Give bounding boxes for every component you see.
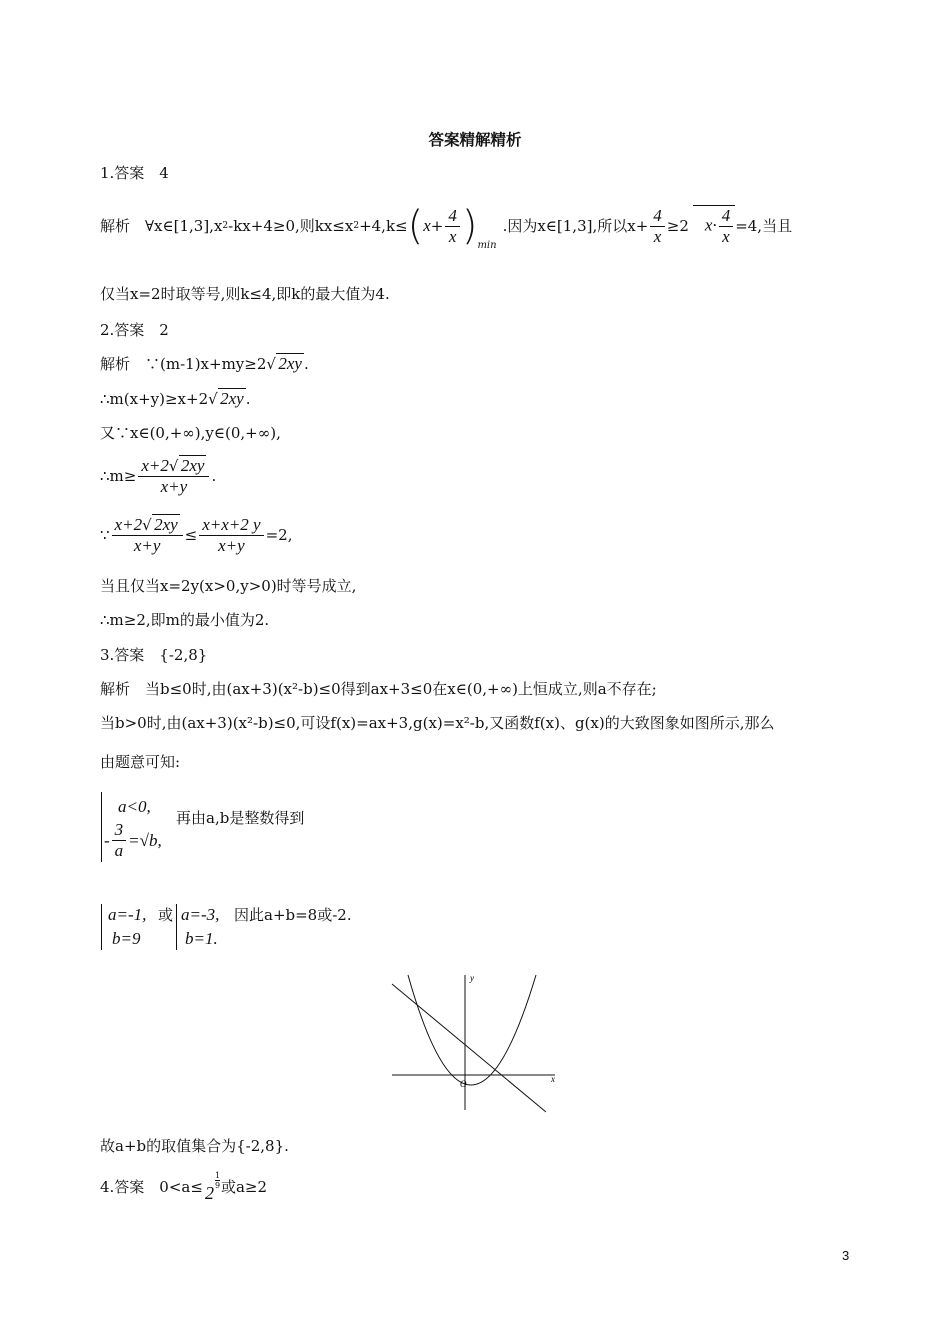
q2-line1: 解析 ∵(m-1)x+my≥2 √ 2xy .: [100, 354, 309, 373]
left-paren: (: [407, 203, 424, 249]
q1-analysis-line2: 仅当x=2时取等号,则k≤4,即k的最大值为4.: [100, 285, 390, 303]
q3-line2: 当b>0时,由(ax+3)(x²-b)≤0,可设f(x)=ax+3,g(x)=x²-b,又函数f(x)、g(x)的大致图象如图所示,那么: [100, 714, 775, 732]
q2-line5: ∵ x+2 √ 2xy x+y ≤ $\frac{x+x+2 y}{x+y}$ =2,: [100, 514, 293, 555]
q2-line4: ∴m≥ x+2 √ 2xy x+y .: [100, 456, 217, 496]
system-brace-2b: [176, 904, 177, 950]
system-brace-1: [101, 792, 102, 862]
sys1-row2: - $\frac{3}{a}$ =√b,: [104, 820, 162, 860]
q3-conclusion: 故a+b的取值集合为{-2,8}.: [100, 1137, 289, 1155]
line-f: [392, 984, 546, 1112]
q2-line7: ∴m≥2,即m的最小值为2.: [100, 611, 270, 629]
sys2a-row1: a=-1,: [108, 905, 147, 924]
frac-4-over-x-2: $\frac{4}{x}$: [650, 206, 665, 247]
frac-4-over-x: $\frac{4}{x}$: [445, 206, 460, 247]
right-paren: ): [461, 203, 478, 249]
sys2-tail: 因此a+b=8或-2.: [234, 906, 352, 924]
x-axis-label: x: [551, 1074, 555, 1084]
origin-label: O: [460, 1079, 467, 1089]
q2-line6: 当且仅当x=2y(x>0,y>0)时等号成立,: [100, 577, 357, 595]
sys1-row1: a<0,: [118, 797, 151, 816]
frac-m-bound: x+2 √ 2xy x+y: [138, 455, 209, 497]
q3-answer: 3.答案 {-2,8}: [100, 646, 208, 664]
q2-line3: 又∵x∈(0,+∞),y∈(0,+∞),: [100, 424, 281, 442]
system-brace-2a: [101, 904, 102, 950]
q3-line1: 解析 当b≤0时,由(ax+3)(x²-b)≤0得到ax+3≤0在x∈(0,+∞)上恒成立,则a不存在;: [100, 680, 657, 698]
parabola-g: [408, 975, 536, 1085]
y-axis-label: y: [470, 973, 474, 983]
q3-line3: 由题意可知:: [100, 753, 181, 771]
sys2a-row2: b=9: [112, 929, 141, 948]
q2-answer: 2.答案 2: [100, 321, 169, 339]
frac-right: $\frac{x+x+2 y}{x+y}$: [199, 515, 263, 556]
function-graph: [390, 970, 560, 1120]
q1-analysis-line1: 解析 ∀x∈[1,3],x 2 -kx+4≥0,则kx≤x 2 +4,k≤ ( x + $\frac{4}{x}$ ) $_{min}$ .因为x∈[1,3],所以x+ $\frac{4}{x}$ ≥2 x· $\frac{4}{x}$ =4,当且: [100, 203, 793, 251]
sqrt-x-times-4-over-x: x· $\frac{4}{x}$: [693, 205, 735, 247]
page-title: 答案精解精析: [428, 131, 522, 149]
frac-left: x+2 √ 2xy x+y: [112, 514, 183, 556]
sys2-or: 或: [158, 906, 174, 924]
sys2b-row2: b=1.: [185, 929, 218, 948]
sys1-tail: 再由a,b是整数得到: [176, 809, 305, 827]
sys2b-row1: a=-3,: [181, 905, 220, 924]
power-2-one-ninth: 2 1 9: [204, 1171, 221, 1203]
q4-answer: 4.答案 0<a≤ 2 1 9 或a≥2: [100, 1177, 267, 1207]
page-number: 3: [842, 1248, 850, 1263]
q1-answer: 1.答案 4: [100, 164, 169, 182]
q2-line2: ∴m(x+y)≥x+2 √ 2xy .: [100, 389, 251, 408]
